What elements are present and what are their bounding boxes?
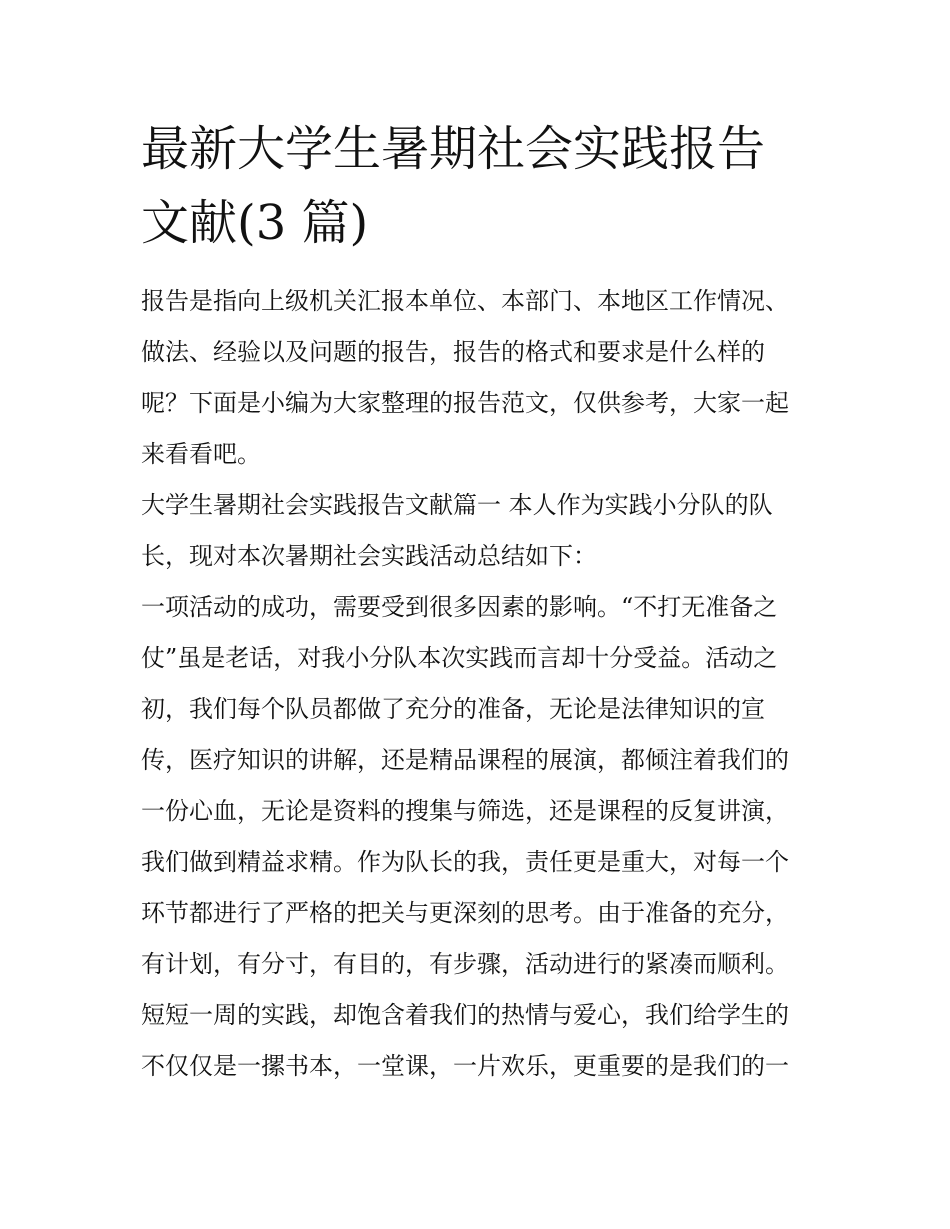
text-line: 短短一周的实践，却饱含着我们的热情与爱心，我们给学生的: [141, 1001, 789, 1029]
text-line: 报告是指向上级机关汇报本单位、本部门、本地区工作情况、: [141, 287, 789, 315]
text-line: 初，我们每个队员都做了充分的准备，无论是法律知识的宣: [141, 695, 765, 723]
text-line: 一项活动的成功，需要受到很多因素的影响。“不打无准备之: [141, 593, 778, 621]
document-page: [141, 112, 813, 1092]
text-line: 大学生暑期社会实践报告文献篇一 本人作为实践小分队的队: [141, 491, 773, 519]
intro-paragraph: [141, 276, 813, 480]
text-line: 不仅仅是一摞书本，一堂课，一片欢乐，更重要的是我们的一: [141, 1052, 789, 1080]
text-line: 长，现对本次暑期社会实践活动总结如下：: [141, 542, 597, 570]
text-line: 我们做到精益求精。作为队长的我，责任更是重大，对每一个: [141, 848, 789, 876]
text-line: 做法、经验以及问题的报告，报告的格式和要求是什么样的: [141, 338, 765, 366]
text-line: 传，医疗知识的讲解，还是精品课程的展演，都倾注着我们的: [141, 746, 789, 774]
document-title: [141, 112, 813, 260]
document-body: [141, 276, 813, 1092]
title-line-1: 最新大学生暑期社会实践报告: [141, 121, 766, 177]
text-line: 仗”虽是老话，对我小分队本次实践而言却十分受益。活动之: [141, 644, 778, 672]
text-line: 一份心血，无论是资料的搜集与筛选，还是课程的反复讲演，: [141, 797, 789, 825]
text-line: 有计划，有分寸，有目的，有步骤，活动进行的紧凑而顺利。: [141, 950, 789, 978]
text-line: 来看看吧。: [141, 440, 261, 468]
text-line: 环节都进行了严格的把关与更深刻的思考。由于准备的充分，: [141, 899, 789, 927]
body-paragraph: [141, 582, 813, 1092]
text-line: 呢？下面是小编为大家整理的报告范文，仅供参考，大家一起: [141, 389, 789, 417]
section-heading-paragraph: [141, 480, 813, 582]
title-line-2: 文献(3 篇): [141, 195, 369, 251]
